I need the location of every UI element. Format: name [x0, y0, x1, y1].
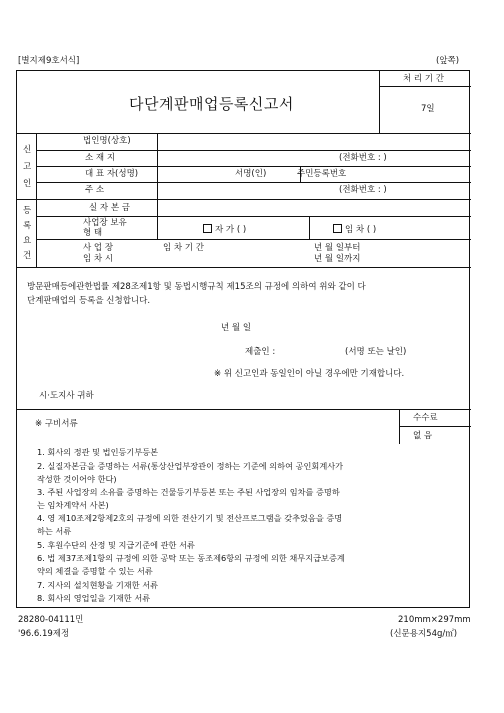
- document-item: 6. 법 제37조제1항의 규정에 의한 공탁 또는 동조제6항의 규정에 의한 채무지급보증계: [37, 553, 345, 563]
- representative-label: 대 표 자(성명): [85, 169, 139, 179]
- lease-from: 년 월 일부터: [314, 243, 361, 253]
- company-name-label: 법인명(상호): [83, 136, 131, 146]
- processing-period-label: 처 리 기 간: [403, 74, 444, 84]
- applicant-group-char: 신: [23, 145, 32, 155]
- representative-sign: 서명(인): [235, 169, 267, 179]
- document-item: 1. 회사의 정관 및 법인등기부등본: [37, 447, 159, 457]
- document-item: 5. 후원수단의 산정 및 지급기준에 관한 서류: [37, 540, 195, 550]
- lease-to: 년 월 일까지: [314, 254, 361, 264]
- footer-paper: (신문용지54g/㎡): [390, 629, 458, 639]
- fee-label: 수수료: [413, 413, 438, 423]
- document-item: 8. 회사의 영업일을 기재한 서류: [37, 593, 151, 603]
- own-checkbox[interactable]: [203, 224, 212, 233]
- document-item: 3. 주된 사업장의 소유를 증명하는 건물등기부등본 또는 주된 사업장의 임차를 증명하: [37, 487, 340, 497]
- registration-form: [16, 70, 470, 608]
- rent-checkbox[interactable]: [333, 224, 342, 233]
- location-label: 소 재 지: [85, 153, 116, 163]
- form-number: [별지제9호서식]: [18, 56, 80, 66]
- requirements-group-char: 록: [23, 221, 32, 231]
- documents-heading: ※ 구비서류: [35, 419, 78, 429]
- applicant-group-char: 인: [23, 179, 32, 189]
- requirements-group-char: 건: [23, 251, 32, 261]
- applicant-group-char: 고: [23, 162, 32, 172]
- footer-date: '96.6.19제정: [18, 629, 70, 639]
- page-side-label: (앞쪽): [436, 56, 460, 66]
- application-date: 년 월 일: [221, 323, 252, 333]
- document-item: 2. 실질자본금을 증명하는 서류(통상산업부장관이 정하는 기준에 의하여 공인회계사가: [37, 461, 344, 471]
- ownership-label: 사업장 보유: [83, 218, 127, 228]
- document-item: 4. 영 제10조제2항제2호의 규정에 의한 전산기기 및 전산프로그램을 갖추었음을 증명: [37, 513, 343, 523]
- location-phone: (전화번호 : ): [339, 153, 387, 163]
- submitter-label: 제출인 :: [245, 347, 276, 357]
- applicant-note: ※ 위 신고인과 동일인이 아닐 경우에만 기재합니다.: [214, 369, 405, 379]
- rent-option[interactable]: 임 차 ( ): [333, 224, 376, 235]
- ownership-label: 형 태: [83, 228, 103, 238]
- footer-code: 28280-04111민: [18, 615, 84, 625]
- signature-note: (서명 또는 날인): [345, 347, 407, 357]
- requirements-group-char: 등: [23, 206, 32, 216]
- address-phone: (전화번호 : ): [339, 185, 387, 195]
- address-label: 주 소: [85, 185, 105, 195]
- document-item: 작성한 것이어야 한다): [37, 474, 117, 484]
- lease-label: 임 차 시: [83, 254, 114, 264]
- form-title: 다단계판매업등록신고서: [129, 95, 294, 113]
- lease-period-label: 임 차 기 간: [163, 243, 204, 253]
- capital-label: 실 자 본 금: [89, 203, 130, 213]
- resident-number-label: 주민등록번호: [297, 169, 347, 179]
- own-option[interactable]: 자 가 ( ): [203, 224, 246, 235]
- document-item: 는 임차계약서 사본): [37, 500, 109, 510]
- lease-label: 사 업 장: [83, 243, 114, 253]
- document-item: 하는 서류: [37, 526, 72, 536]
- addressee: 시·도지사 귀하: [39, 391, 94, 401]
- fee-value: 없 음: [413, 431, 433, 441]
- processing-period-value: 7일: [421, 104, 435, 114]
- declaration-line: 방문판매등에관한법률 제28조제1항 및 동법시행규칙 제15조의 규정에 의하여 위와 같이 다: [27, 282, 366, 292]
- document-item: 7. 지사의 설치현황을 기재한 서류: [37, 580, 159, 590]
- requirements-group-char: 요: [23, 236, 32, 246]
- declaration-line: 단계판매업의 등록을 신청합니다.: [27, 296, 151, 306]
- document-item: 약의 체결을 증명할 수 있는 서류: [37, 566, 153, 576]
- footer-size: 210mm×297mm: [398, 615, 471, 625]
